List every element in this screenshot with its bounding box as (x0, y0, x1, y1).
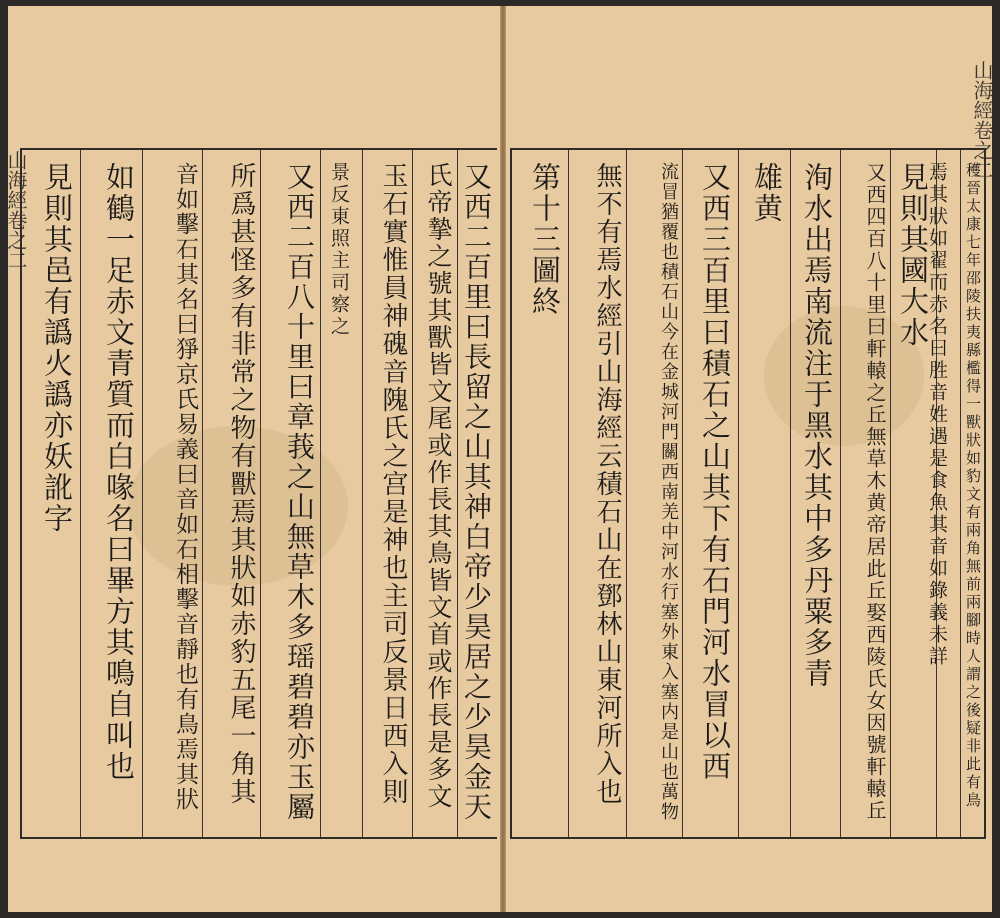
text-column (512, 150, 569, 837)
column-text: 雄黄 (750, 162, 784, 224)
text-column (682, 150, 739, 837)
right-text-frame (510, 148, 986, 839)
column-text: 流冒猶覆也積石山今在金城河門關西南羌中河水行塞外東入塞内是山也萬物 (658, 162, 679, 822)
column-text: 又西三百里曰積石之山其下有石門河水冒以西 (698, 162, 732, 782)
text-column (790, 150, 841, 837)
text-column (840, 150, 891, 837)
text-column (412, 150, 458, 837)
text-column (362, 150, 413, 837)
text-column (320, 150, 363, 837)
column-text: 焉其狀如翟而赤名曰胜音姓遇是食魚其音如錄義未詳 (926, 162, 948, 668)
column-text: 無不有焉水經引山海經云積石山在鄧林山東河所入也 (592, 162, 622, 806)
column-text: 所爲甚怪多有非常之物有獸焉其狀如赤豹五尾一角其 (226, 162, 256, 806)
column-text: 如鶴一足赤文青質而白喙名曰畢方其鳴自叫也 (102, 162, 136, 782)
column-text: 穫晉太康七年邵陵扶夷縣檻得一獸狀如豹文有兩角無前兩腳時人謂之後疑非此有鳥 (964, 162, 982, 810)
column-text: 又西四百八十里曰軒轅之丘無草木黄帝居此丘娶西陵氏女因號軒轅丘 (863, 162, 887, 822)
text-column (960, 150, 984, 837)
column-text: 見則其國大水 (896, 162, 930, 348)
text-column (626, 150, 683, 837)
book-gutter (500, 6, 506, 912)
right-margin-title: 山海經卷之二 (970, 60, 994, 180)
text-column (202, 150, 261, 837)
left-text-frame (20, 148, 497, 839)
text-column (457, 150, 497, 837)
column-text: 玉石實惟員神磈音隗氏之宫是神也主司反景日西入則 (378, 162, 408, 806)
text-column (568, 150, 627, 837)
column-text: 洵水出焉南流注于黑水其中多丹粟多青 (800, 162, 834, 689)
text-column (260, 150, 321, 837)
text-column (738, 150, 791, 837)
text-column (22, 150, 81, 837)
text-column (80, 150, 143, 837)
column-text: 音如擊石其名曰猙京氏易義曰音如石相擊音靜也有鳥焉其狀 (172, 162, 198, 812)
left-margin-title: 山海經卷之二 (4, 150, 28, 270)
column-text: 又西二百里曰長留之山其神白帝少昊居之少昊金天 (460, 162, 493, 822)
column-text: 第十三圖終 (528, 162, 562, 317)
column-text: 又西二百八十里曰章莪之山無草木多瑶碧碧亦玉屬 (283, 162, 316, 822)
column-text: 景反東照主司察之 (328, 162, 350, 338)
column-text: 見則其邑有譌火譌亦妖訛字 (40, 162, 74, 534)
column-text: 氏帝摯之號其獸皆文尾或作長其鳥皆文首或作長是多文 (424, 162, 453, 810)
text-column (142, 150, 203, 837)
text-column (926, 150, 961, 837)
